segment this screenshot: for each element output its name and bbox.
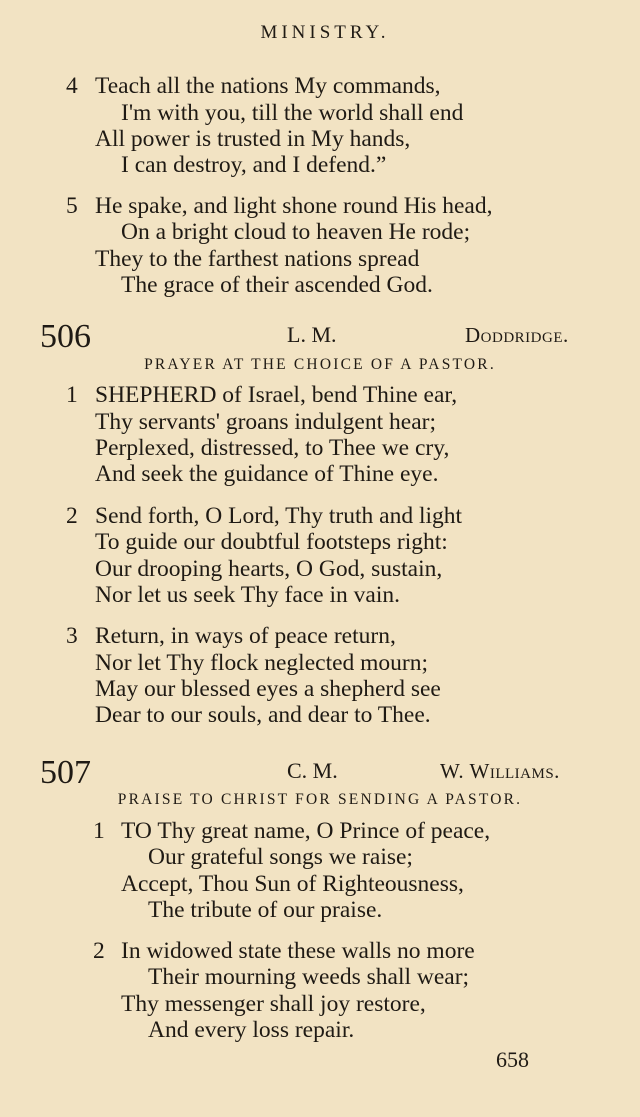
stanza-number: 3 [66,623,78,649]
stanza-number: 4 [66,73,78,99]
hymn-meter: C. M. [287,758,338,783]
verse-line: And seek the guidance of Thine eye. [95,461,439,487]
verse-line: Their mourning weeds shall wear; [148,964,470,990]
hymn-subtitle: PRAISE TO CHRIST FOR SENDING A PASTOR. [117,791,523,808]
hymn-author-text: W. Williams. [440,759,560,783]
verse-line: Return, in ways of peace return, [95,623,396,649]
hymn-number: 507 [40,754,91,791]
verse-line: Thy servants' groans indulgent hear; [95,409,436,435]
verse-line: Send forth, O Lord, Thy truth and light [95,503,463,529]
verse-line: They to the farthest nations spread [95,246,420,272]
stanza-number: 1 [93,818,105,844]
verse-line: Dear to our souls, and dear to Thee. [95,702,431,728]
verse-line: Perplexed, distressed, to Thee we cry, [95,435,450,461]
verse-line: The tribute of our praise. [148,897,383,923]
verse-line: And every loss repair. [148,1017,355,1043]
stanza-number: 1 [66,382,78,408]
verse-line: I can destroy, and I defend.” [121,152,387,178]
verse-line: To guide our doubtful footsteps right: [95,529,448,555]
hymn-subtitle: PRAYER AT THE CHOICE OF A PASTOR. [144,356,496,373]
verse-line: He spake, and light shone round His head, [95,193,493,219]
running-head: MINISTRY. [260,22,390,43]
verse-line: Our drooping hearts, O God, sustain, [95,556,443,582]
verse-line: All power is trusted in My hands, [95,126,411,152]
hymn-number: 506 [40,318,91,355]
verse-line: I'm with you, till the world shall end [121,100,464,126]
hymn-author-text: Doddridge. [465,323,569,347]
hymn-author [440,761,560,782]
verse-line: Teach all the nations My commands, [95,73,441,99]
stanza-number: 2 [93,938,105,964]
stanza-number: 2 [66,503,78,529]
verse-line: Thy messenger shall joy restore, [121,991,426,1017]
verse-line: Our grateful songs we raise; [148,844,413,870]
verse-line: TO Thy great name, O Prince of peace, [121,818,491,844]
verse-line: Accept, Thou Sun of Righteousness, [121,871,464,897]
page-number: 658 [496,1047,529,1072]
verse-line: Nor let Thy flock neglected mourn; [95,650,429,676]
verse-line: On a bright cloud to heaven He rode; [121,219,471,245]
verse-line: Nor let us seek Thy face in vain. [95,582,400,608]
stanza-number: 5 [66,193,78,219]
verse-line: The grace of their ascended God. [121,272,433,298]
verse-line: May our blessed eyes a shepherd see [95,676,441,702]
hymn-author [465,325,569,346]
hymn-meter: L. M. [287,322,337,347]
verse-line: SHEPHERD of Israel, bend Thine ear, [95,382,458,408]
verse-line: In widowed state these walls no more [121,938,475,964]
